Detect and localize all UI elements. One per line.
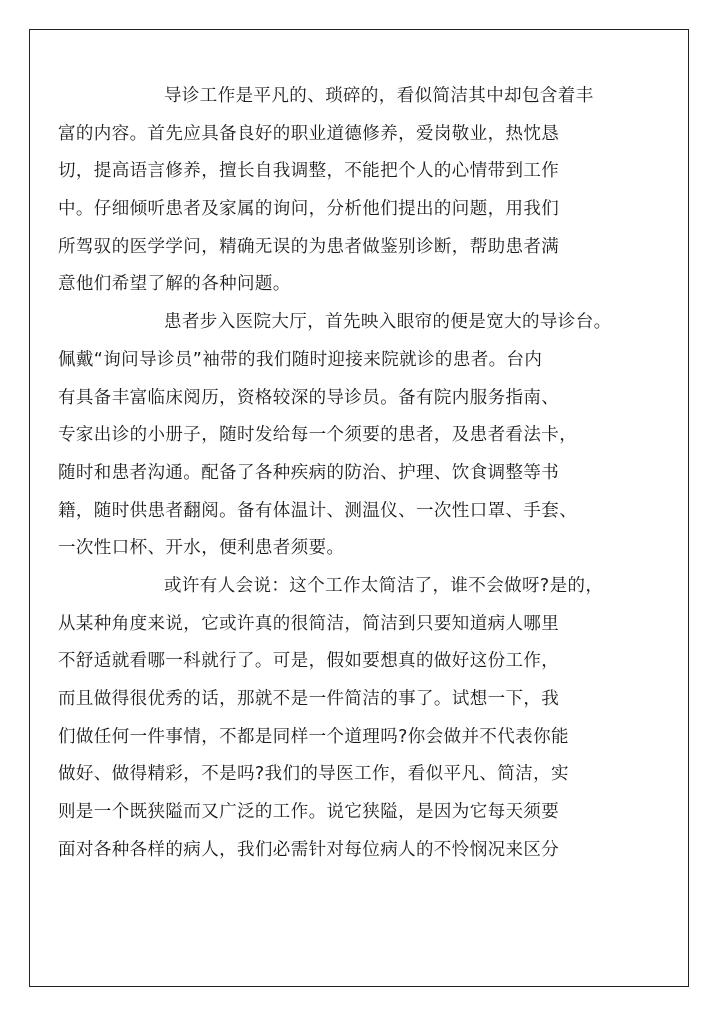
text-line: 们做任何一件事情，不都是同样一个道理吗?你会做并不代表你能 [58,726,569,747]
text-line: 富的内容。首先应具备良好的职业道德修养，爱岗敬业，热忱恳 [58,123,560,144]
document-body [58,78,638,869]
paragraph-first-line: 导诊工作是平凡的、琐碎的，看似简洁其中却包含着丰 [164,86,594,106]
text-line: 专家出诊的小册子，随时发给每一个须要的患者，及患者看法卡， [58,425,578,446]
text-line: 中。仔细倾听患者及家属的询问，分析他们提出的问题，用我们 [58,199,560,220]
text-line: 意他们希望了解的各种问题。 [58,274,291,295]
text-line: 所驾驭的医学学问，精确无误的为患者做鉴别诊断，帮助患者满 [58,236,560,257]
text-line: 一次性口杯、开水，便利患者须要。 [58,538,345,559]
text-line: 切，提高语言修养，擅长自我调整，不能把个人的心情带到工作 [58,161,560,182]
text-line: 随时和患者沟通。配备了各种疾病的防治、护理、饮食调整等书 [58,462,560,483]
text-line: 有具备丰富临床阅历，资格较深的导诊员。备有院内服务指南、 [58,387,560,408]
text-line: 做好、做得精彩，不是吗?我们的导医工作，看似平凡、简洁，实 [58,764,569,785]
text-line: 而且做得很优秀的话，那就不是一件简洁的事了。试想一下，我 [58,689,560,709]
text-line: 不舒适就看哪一科就行了。可是，假如要想真的做好这份工作， [58,651,560,672]
paragraph-first-line: 或许有人会说：这个工作太简洁了，谁不会做呀?是的， [164,575,604,596]
paragraph-first-line: 患者步入医院大厅，首先映入眼帘的便是宽大的导诊台。 [164,312,612,333]
text-line: 籍，随时供患者翻阅。备有体温计、测温仪、一次性口罩、手套、 [58,500,578,521]
text-line: 从某种角度来说，它或许真的很简洁，简洁到只要知道病人哪里 [58,613,560,634]
text-line: 则是一个既狭隘而又广泛的工作。说它狭隘，是因为它每天须要 [58,802,560,823]
text-line: 面对各种各样的病人，我们必需针对每位病人的不怜悯况来区分 [58,839,560,860]
text-line: 佩戴“询问导诊员”袖带的我们随时迎接来院就诊的患者。台内 [58,349,543,370]
